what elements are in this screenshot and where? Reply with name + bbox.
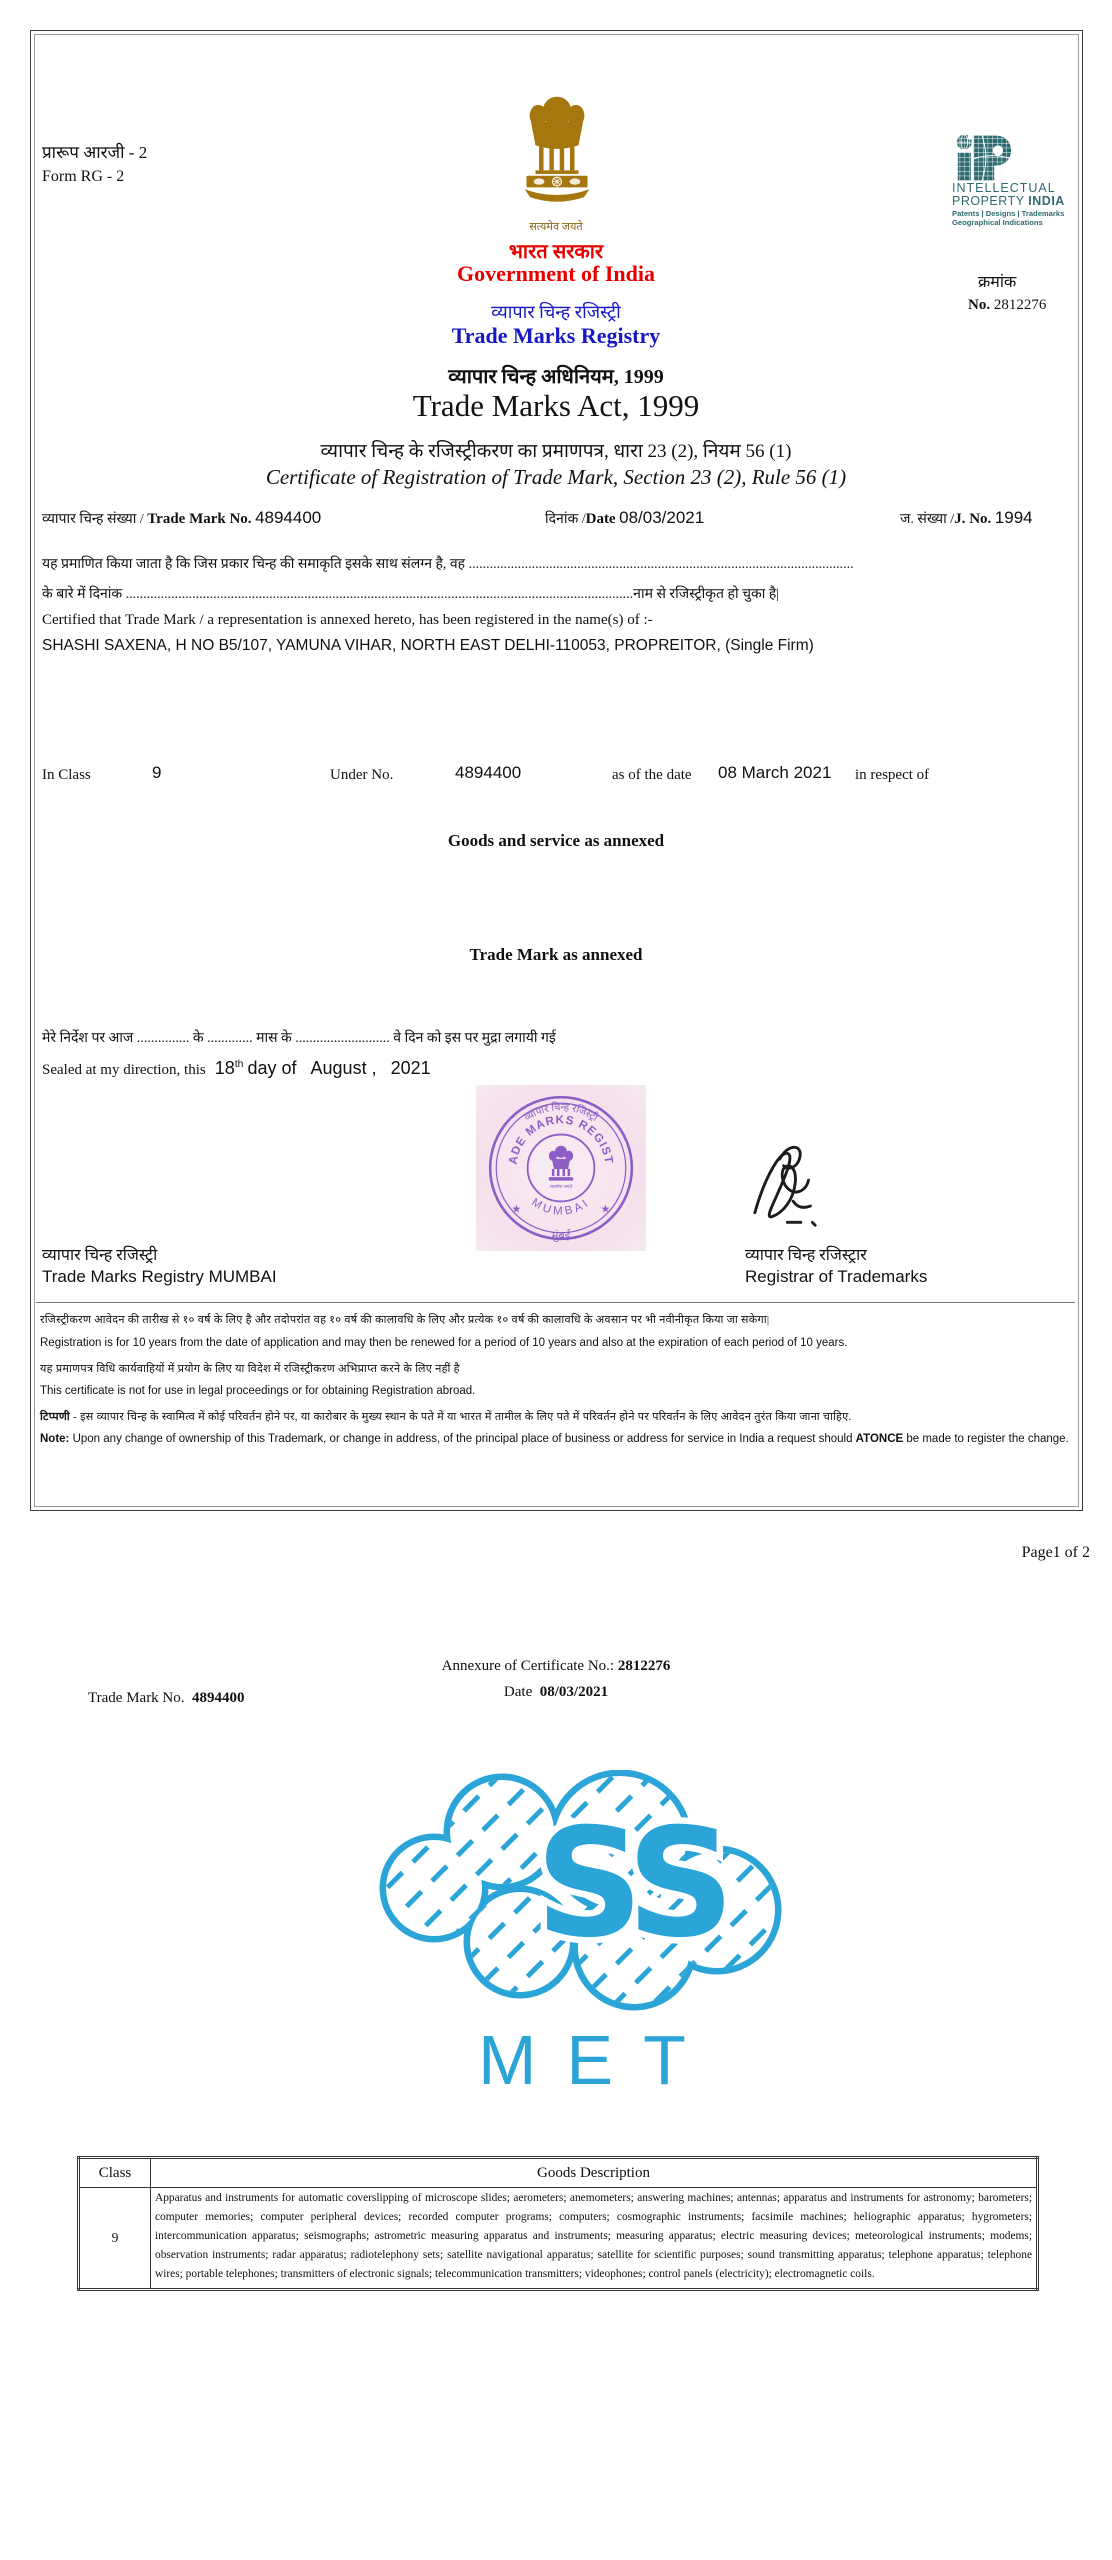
logo-ss-text: SS <box>535 1797 725 1971</box>
as-of-date-value: 08 March 2021 <box>718 763 832 782</box>
act-english: Trade Marks Act, 1999 <box>412 388 700 423</box>
act-hindi: व्यापार चिन्ह अधिनियम, 1999 <box>448 366 664 388</box>
annexure-title-label: Annexure of Certificate No.: <box>441 1658 615 1674</box>
sealed-hindi-line: मेरे निर्देश पर आज ............... के ............. मास के ........................... वे दिन को इस पर मुद्रा लगायी गई <box>42 1031 556 1046</box>
sealed-prefix: Sealed at my direction, this <box>42 1062 206 1078</box>
goods-description-table <box>77 2156 1039 2291</box>
note-change-atonce: ATONCE <box>855 1433 904 1445</box>
owner-name: SHASHI SAXENA, H NO B5/107, YAMUNA VIHAR, NORTH EAST DELHI-110053, PROPREITOR, (Single Firm) <box>42 637 814 654</box>
class-column-header: Class <box>79 2158 151 2188</box>
page-number: Page1 of 2 <box>1021 1544 1090 1561</box>
form-label-english: Form RG - 2 <box>42 168 125 185</box>
annexure-date-value: 08/03/2021 <box>539 1684 609 1700</box>
cert-title-english: Certificate of Registration of Trade Mark, Section 23 (2), Rule 56 (1) <box>265 465 847 489</box>
annexure-tm-label: Trade Mark No. <box>88 1690 185 1706</box>
registry-seal-stamp <box>476 1085 646 1251</box>
sealed-year: 2021 <box>390 1058 431 1078</box>
note-change-hindi <box>40 1409 1074 1424</box>
certified-hindi-line1: यह प्रमाणित किया जाता है कि जिस प्रकार चिन्ह की समाकृति इसके साथ संलग्न है, वह .............................................................................................................. <box>42 557 854 572</box>
table-header-row <box>79 2158 1038 2188</box>
annexure-certificate-number: 2812276 <box>617 1658 671 1674</box>
registrar-title-hindi: व्यापार चिन्ह रजिस्ट्रार <box>745 1247 867 1264</box>
serial-label-hindi: क्रमांक <box>978 274 1017 291</box>
sealed-month: August , <box>310 1058 377 1078</box>
ip-logo-line1: INTELLECTUAL <box>952 181 1056 195</box>
note-change-english-body1: Upon any change of ownership of this Trademark, or change in address, of the principal place of business or address for service in India a request should <box>69 1433 856 1445</box>
annexure-title <box>32 1658 1080 1675</box>
seal-arc-text: ADE MARKS REGIST <box>506 1113 616 1166</box>
form-label-hindi: प्रारूप आरजी - 2 <box>42 143 148 162</box>
certified-hindi-line2: के बारे में दिनांक .................................................................................................................................................नाम से रजिस्ट्रीकृत हो चुका है| <box>42 587 780 602</box>
date-label-hindi: दिनांक / <box>545 512 586 527</box>
tm-label-english: Trade Mark No. <box>147 511 252 527</box>
tm-number-value: 4894400 <box>255 508 322 527</box>
cert-title-hindi: व्यापार चिन्ह के रजिस्ट्रीकरण का प्रमाणपत्र, धारा 23 (2), नियम 56 (1) <box>320 441 792 462</box>
sealed-english-line <box>42 1058 431 1079</box>
trademark-annexed-line: Trade Mark as annexed <box>469 945 643 964</box>
seal-city-hindi: मुंबई <box>551 1229 571 1242</box>
left-office-english: Trade Marks Registry MUMBAI <box>42 1267 277 1286</box>
trademark-cloud-logo <box>372 1770 792 2015</box>
emblem-motto: सत्यमेव जयते <box>529 221 583 233</box>
registry-english: Trade Marks Registry <box>451 323 661 348</box>
tm-number-field <box>42 508 321 528</box>
table-row <box>79 2188 1038 2290</box>
journal-label-hindi: ज. संख्या / <box>900 512 955 527</box>
under-no-label: Under No. <box>330 767 394 783</box>
date-label-english: Date <box>585 511 616 527</box>
goods-description-column-header: Goods Description <box>151 2158 1038 2188</box>
note-change-english <box>40 1433 1074 1445</box>
journal-value: 1994 <box>994 508 1033 527</box>
seal-motto: सत्यमेव जयते <box>549 1185 573 1191</box>
left-office-hindi: व्यापार चिन्ह रजिस्ट्री <box>42 1247 158 1264</box>
govt-english: Government of India <box>457 261 655 286</box>
in-respect-label: in respect of <box>855 767 930 783</box>
tm-label-hindi: व्यापार चिन्ह संख्या / <box>42 512 144 527</box>
seal-city-text: MUMBAI <box>529 1195 593 1218</box>
note-change-english-label: Note: <box>40 1433 70 1445</box>
goods-annexed-line: Goods and service as annexed <box>447 831 665 850</box>
class-value: 9 <box>152 763 162 782</box>
as-of-date-label: as of the date <box>612 767 692 783</box>
annexure-date-label: Date <box>503 1684 533 1700</box>
sealed-day: 18th <box>214 1058 244 1078</box>
note-renewal-hindi: रजिस्ट्रीकरण आवेदन की तारीख से १० वर्ष के लिए है और तदोपरांत वह १० वर्ष की कालावधि के लिए और प्रत्येक १० वर्ष की कालावधि के अवसान पर भी नवीनीकृत किया जा सकेगा| <box>40 1314 770 1326</box>
goods-description-cell: Apparatus and instruments for automatic coverslipping of microscope slides; aerometers; anemometers; answering machines; antennas; apparatus and instruments for astronomy; barometers; computer memories; computer peripheral devices; recorded computer programs; computers; cosmographic instruments; facsimile machines; heliographic apparatus; hygrometers; intercommunication apparatus; seismographs; astrometric measuring apparatus and instruments; measuring apparatus; electric measuring devices; meteorological instruments; modems; observation instruments; radar apparatus; radiotelephony sets; satellite navigational apparatus; satellite for scientific purposes; sound transmitting apparatus; telephone apparatus; telephone wires; portable telephones; transmitters of electronic signals; telecommunication transmitters; videophones; control panels (electricity); electromagnetic coils. <box>151 2188 1038 2290</box>
seal-background <box>476 1085 646 1251</box>
under-no-value: 4894400 <box>455 763 522 782</box>
govt-hindi: भारत सरकार <box>508 241 604 263</box>
journal-field <box>900 508 1033 528</box>
certified-english: Certified that Trade Mark / a representation is annexed hereto, has been registered in the name(s) of :- <box>42 612 653 628</box>
date-value: 08/03/2021 <box>619 508 705 527</box>
seal-emblem-icon <box>549 1146 573 1181</box>
registrar-title-english: Registrar of Trademarks <box>745 1267 928 1286</box>
logo-met-text: MET <box>478 2021 716 2099</box>
footer-divider <box>36 1302 1075 1303</box>
seal-star-right: ★ <box>600 1203 611 1216</box>
note-renewal-english: Registration is for 10 years from the date of application and may then be renewed for a period of 10 years and also at the expiration of each period of 10 years. <box>40 1337 848 1349</box>
registry-hindi: व्यापार चिन्ह रजिस्ट्री <box>491 302 621 322</box>
date-field <box>545 508 704 528</box>
ip-logo-line4: Geographical Indications <box>952 218 1043 227</box>
ip-logo-property: PROPERTY <box>952 194 1029 208</box>
registrar-signature <box>728 1138 843 1230</box>
serial-no-label: No. <box>968 297 991 313</box>
note-legal-english: This certificate is not for use in legal proceedings or for obtaining Registration abroad. <box>40 1385 476 1397</box>
seal-hindi-arc: व्यापार चिन्ह रजिस्ट्री <box>522 1102 600 1124</box>
ip-logo-line3: Patents | Designs | Trademarks <box>952 209 1065 218</box>
sealed-mid: day of <box>247 1058 297 1078</box>
journal-label-english: J. No. <box>954 511 992 527</box>
note-change-hindi-label: टिप्पणी <box>40 1411 71 1423</box>
in-class-label: In Class <box>42 767 91 783</box>
note-change-english-body2: be made to register the change. <box>903 1433 1069 1445</box>
note-change-hindi-body: - इस व्यापार चिन्ह के स्वामित्व में कोई परिवर्तन होने पर, या कारोबार के मुख्य स्थान के पते में या भारत में तामील के लिए पते में परिवर्तन होने पर परिवर्तन के लिए आवेदन तुरंत किया जाना चाहिए. <box>70 1411 852 1423</box>
seal-star-left: ★ <box>511 1203 522 1216</box>
annexure-tm-value: 4894400 <box>192 1690 245 1706</box>
india-emblem-icon <box>512 95 602 217</box>
serial-no-value: 2812276 <box>993 297 1047 313</box>
annexure-tm-number <box>88 1690 245 1707</box>
note-legal-hindi: यह प्रमाणपत्र विधि कार्यवाहियों में प्रयोग के लिए या विदेश में रजिस्ट्रीकरण अभिप्राप्त करने के लिए नहीं है <box>40 1363 460 1375</box>
ip-logo-india: INDIA <box>1028 194 1065 208</box>
ip-india-logo-icon <box>955 133 1011 183</box>
ip-logo-line2 <box>952 194 1065 208</box>
class-cell: 9 <box>79 2188 151 2290</box>
